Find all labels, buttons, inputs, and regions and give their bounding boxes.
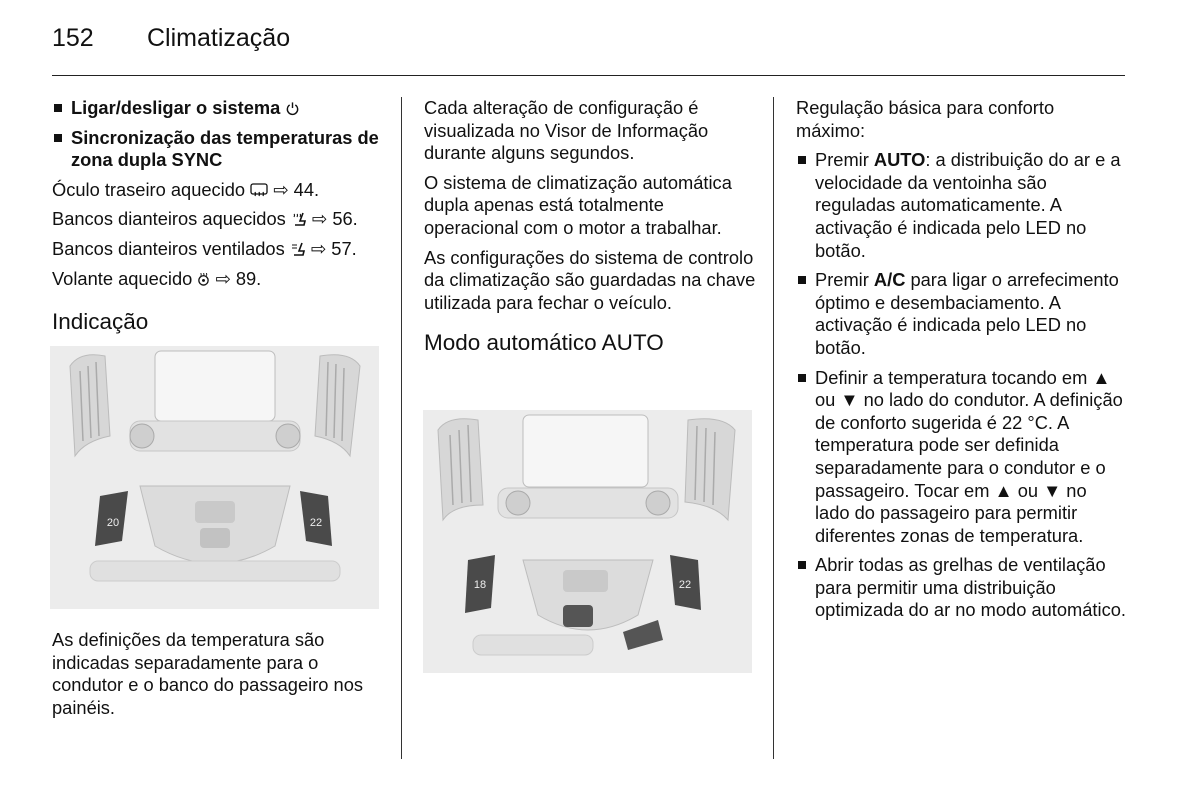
bullet-marker: [798, 561, 806, 569]
right-temp-display: 22: [678, 579, 692, 591]
climate-panel-photo-1: [50, 346, 379, 609]
section-heading-auto: Modo automático AUTO: [424, 330, 664, 356]
bullet-sync: [52, 127, 387, 172]
paragraph: O sistema de climatização automática dupla apenas está totalmente operacional com o motor a trabalhar.: [424, 171, 732, 238]
bullet-vents: Abrir todas as grelhas de ventilação para permitir uma distribuição optimizada do ar no modo automático.: [796, 554, 1126, 622]
column-3: [796, 97, 1126, 629]
left-temp-display: 20: [106, 517, 120, 529]
xref-ventilated-seats: Bancos dianteiros ventilados ⇨ 57.: [52, 237, 357, 259]
arrow-icon: ⇨: [210, 267, 231, 289]
bullet-text: Ligar/desligar o sistema: [71, 97, 286, 118]
arrow-icon: ⇨: [268, 178, 289, 200]
xref-rear-window: Óculo traseiro aquecido ⇨ 44.: [52, 178, 320, 200]
bullet-marker: [54, 134, 62, 142]
section-heading-indicacao: Indicação: [52, 309, 149, 335]
climate-panel-photo-2: [423, 410, 752, 673]
bullet-marker: [798, 374, 806, 382]
rear-window-heat-icon: [250, 183, 268, 198]
xref-heated-seats: Bancos dianteiros aquecidos ⇨ 56.: [52, 208, 358, 230]
page-number: 152: [52, 24, 94, 52]
paragraph: As configurações do sistema de controlo da climatização são guardadas na chave utilizada para fechar o veículo.: [424, 246, 756, 313]
seat-vent-icon: [290, 241, 306, 257]
bullet-marker: [798, 156, 806, 164]
bullet-marker: [54, 104, 62, 112]
bullet-temperature: Definir a temperatura tocando em ▲ ou ▼ no lado do condutor. A definição de conforto sugerida é 22 °C. A temperatura pode ser definida separadamente para o condutor e o passageiro. Tocar em ▲ ou ▼ no lado do passageiro para permitir diferentes zonas de temperatura.: [796, 367, 1126, 548]
column-1: [52, 97, 387, 336]
bullet-marker: [798, 276, 806, 284]
column-2: [424, 97, 756, 357]
page-title: Climatização: [147, 24, 291, 52]
bullet-auto: Premir AUTO: a distribuição do ar e a velocidade da ventoinha são reguladas automaticamente. A activação é indicada pelo LED no botão.: [796, 149, 1126, 262]
seat-heat-icon: [291, 211, 307, 227]
photo-caption-1: As definições da temperatura são indicadas separadamente para o condutor e o banco do passageiro nos painéis.: [52, 629, 364, 718]
bullet-power: [52, 97, 387, 120]
intro-text: Regulação básica para conforto máximo:: [796, 97, 1055, 141]
left-temp-display: 18: [473, 579, 487, 591]
arrow-icon: ⇨: [306, 208, 328, 230]
right-temp-display: 22: [309, 517, 323, 529]
column-divider: [773, 97, 774, 759]
header-rule: [52, 75, 1125, 76]
power-icon: [285, 101, 300, 116]
bullet-ac: Premir A/C para ligar o arrefecimento óptimo e desembaciamento. A activação é indicada pelo LED no botão.: [796, 269, 1126, 359]
column-divider: [401, 97, 402, 759]
bullet-text: Sincronização das temperaturas de zona dupla SYNC: [71, 126, 379, 171]
steering-wheel-heat-icon: [197, 273, 210, 286]
arrow-icon: ⇨: [305, 237, 327, 259]
xref-heated-wheel: Volante aquecido ⇨ 89.: [52, 267, 262, 289]
paragraph: Cada alteração de configuração é visualizada no Visor de Informação durante alguns segundos.: [424, 97, 709, 164]
